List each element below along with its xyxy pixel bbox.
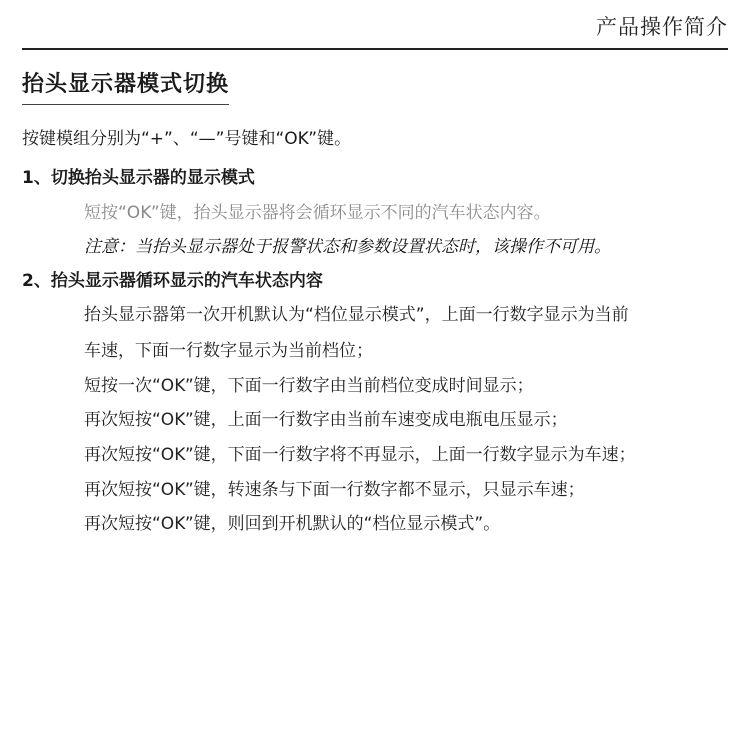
section-underline — [22, 104, 229, 105]
intro-text: 按键模组分别为“+”、“—”号键和“OK”键。 — [22, 129, 352, 149]
item-2-line: 再次短按“OK”键，上面一行数字由当前车速变成电瓶电压显示； — [84, 410, 568, 430]
item-2-line: 抬头显示器第一次开机默认为“档位显示模式”，上面一行数字显示为当前 — [84, 305, 629, 325]
item-2-line: 再次短按“OK”键，下面一行数字将不再显示，上面一行数字显示为车速； — [84, 445, 636, 465]
item-2-line: 再次短按“OK”键，则回到开机默认的“档位显示模式”。 — [84, 514, 501, 534]
item-2-heading: 2、抬头显示器循环显示的汽车状态内容 — [22, 271, 323, 291]
section-title: 抬头显示器模式切换 — [22, 72, 230, 97]
header-title: 产品操作简介 — [596, 15, 728, 39]
item-1-note: 注意：当抬头显示器处于报警状态和参数设置状态时，该操作不可用。 — [84, 237, 611, 257]
header-rule — [22, 48, 728, 50]
item-1-heading: 1、切换抬头显示器的显示模式 — [22, 168, 255, 188]
item-2-line: 车速，下面一行数字显示为当前档位； — [84, 341, 373, 361]
item-1-line: 短按“OK”键，抬头显示器将会循环显示不同的汽车状态内容。 — [84, 203, 551, 223]
item-2-line: 短按一次“OK”键，下面一行数字由当前档位变成时间显示； — [84, 376, 534, 396]
item-2-line: 再次短按“OK”键，转速条与下面一行数字都不显示，只显示车速； — [84, 480, 585, 500]
